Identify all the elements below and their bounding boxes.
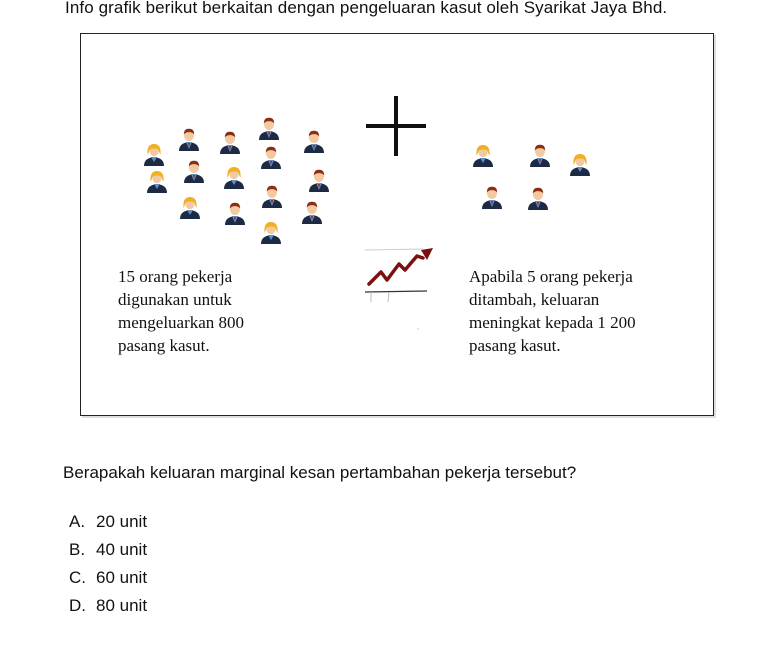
female-worker-icon (222, 164, 246, 190)
option-text: 20 unit (96, 512, 148, 531)
male-worker-icon (177, 126, 201, 152)
infographic-figure (80, 33, 714, 416)
female-worker-icon (471, 142, 495, 168)
option-letter: B. (69, 540, 86, 559)
male-worker-icon (302, 128, 326, 154)
female-worker-icon (142, 141, 166, 167)
option-c[interactable] (69, 568, 147, 588)
question-text: Berapakah keluaran marginal kesan pertambahan pekerja tersebut? (63, 463, 577, 482)
option-letter: D. (69, 596, 86, 615)
option-letter: C. (69, 568, 86, 587)
left-caption (118, 265, 318, 357)
option-text: 40 unit (96, 540, 148, 559)
right-caption (469, 265, 699, 357)
female-worker-icon (568, 151, 592, 177)
male-worker-icon (182, 158, 206, 184)
female-worker-icon (259, 219, 283, 245)
male-worker-icon (528, 142, 552, 168)
male-worker-icon (259, 144, 283, 170)
male-worker-icon (300, 199, 324, 225)
left-caption-line: digunakan untuk (118, 290, 232, 309)
left-caption-line: 15 orang pekerja (118, 267, 233, 286)
option-text: 60 unit (96, 568, 148, 587)
right-caption-line: pasang kasut. (469, 336, 561, 355)
left-caption-line: mengeluarkan 800 (118, 313, 245, 332)
rising-line-chart-icon (363, 244, 443, 334)
option-b[interactable] (69, 540, 147, 560)
option-text: 80 unit (96, 596, 148, 615)
right-caption-line: ditambah, keluaran (469, 290, 600, 309)
right-caption-line: Apabila 5 orang pekerja (469, 267, 633, 286)
left-caption-line: pasang kasut. (118, 336, 210, 355)
option-d[interactable] (69, 596, 147, 616)
right-caption-line: meningkat kepada 1 200 (469, 313, 636, 332)
female-worker-icon (178, 194, 202, 220)
option-a[interactable] (69, 512, 147, 532)
male-worker-icon (526, 185, 550, 211)
male-worker-icon (307, 167, 331, 193)
plus-icon (366, 96, 426, 156)
male-worker-icon (223, 200, 247, 226)
option-letter: A. (69, 512, 86, 531)
male-worker-icon (260, 183, 284, 209)
female-worker-icon (145, 168, 169, 194)
male-worker-icon (257, 115, 281, 141)
male-worker-icon (480, 184, 504, 210)
intro-text: Info grafik berikut berkaitan dengan pengeluaran kasut oleh Syarikat Jaya Bhd. (65, 0, 668, 17)
male-worker-icon (218, 129, 242, 155)
